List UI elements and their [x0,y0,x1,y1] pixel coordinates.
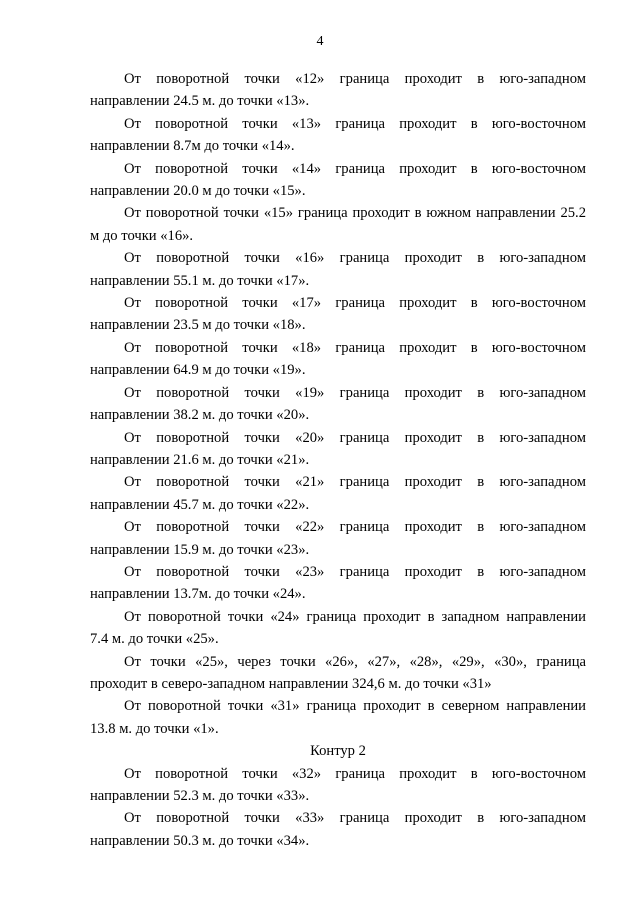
paragraph-line-2: м до точки «16». [90,227,194,244]
paragraph-line-2: направлении 64.9 м до точки «19». [90,362,306,379]
paragraph-line-2: направлении 23.5 м до точки «18». [90,317,306,334]
paragraph-line-1: От поворотной точки «24» граница проходит в западном направлении [124,608,586,625]
paragraph [90,382,586,427]
paragraph-line-1: От поворотной точки «17» граница проходит в юго-восточном [124,295,586,312]
paragraph [90,606,586,651]
paragraph [90,68,586,113]
paragraph-line-2: 13.8 м. до точки «1». [90,720,219,737]
paragraph-line-1: От поворотной точки «21» граница проходит в юго-западном [124,474,586,491]
paragraph-line-1: От поворотной точки «13» граница проходит в юго-восточном [124,115,586,132]
paragraph [90,695,586,740]
paragraph-line-2: направлении 45.7 м. до точки «22». [90,496,310,513]
paragraph-line-1: От поворотной точки «12» граница проходит в юго-западном [124,71,586,87]
paragraph [90,247,586,292]
paragraph-line-2: направлении 21.6 м. до точки «21». [90,451,310,468]
paragraph-line-1: От поворотной точки «18» граница проходит в юго-восточном [124,339,586,356]
paragraph [90,158,586,203]
paragraph-line-1: От точки «25», через точки «26», «27», «28», «29», «30», граница [124,653,586,670]
paragraph-line-1: От поворотной точки «32» граница проходит в юго-восточном [124,765,586,782]
paragraph [90,763,586,808]
paragraph-line-1: От поворотной точки «16» граница проходит в юго-западном [124,250,586,267]
page-number: 4 [316,34,324,49]
paragraph [90,807,586,852]
paragraph-line-2: направлении 55.1 м. до точки «17». [90,272,310,289]
paragraph-line-1: От поворотной точки «33» граница проходит в юго-западном [124,810,586,827]
paragraph [90,516,586,561]
document-body [90,68,586,852]
paragraph-line-2: направлении 52.3 м. до точки «33». [90,788,310,804]
paragraph-line-1: От поворотной точки «19» граница проходит в юго-западном [124,384,586,401]
paragraph [90,113,586,158]
paragraph [90,651,586,696]
paragraph [90,292,586,337]
paragraph-line-1: От поворотной точки «23» граница проходит в юго-западном [124,563,586,580]
paragraph [90,337,586,382]
paragraph-line-2: направлении 8.7м до точки «14». [90,138,295,155]
section-heading: Контур 2 [310,743,366,760]
paragraph-line-2: направлении 15.9 м. до точки «23». [90,541,310,558]
paragraph [90,202,586,247]
paragraph-line-1: От поворотной точки «15» граница проходит в южном направлении 25.2 [124,205,586,222]
paragraph-line-1: От поворотной точки «22» граница проходит в юго-западном [124,519,586,536]
paragraph-line-1: От поворотной точки «31» граница проходит в северном направлении [124,698,586,715]
paragraph-line-2: направлении 24.5 м. до точки «13». [90,93,310,110]
paragraph-line-1: От поворотной точки «20» граница проходит в юго-западном [124,429,586,446]
paragraph-line-2: 7.4 м. до точки «25». [90,631,219,648]
paragraph-line-2: направлении 13.7м. до точки «24». [90,586,306,603]
paragraph [90,427,586,472]
paragraph-line-2: направлении 20.0 м до точки «15». [90,183,306,200]
paragraph-line-2: направлении 38.2 м. до точки «20». [90,407,310,424]
paragraph-line-2: проходит в северо-западном направлении 324,6 м. до точки «31» [90,675,492,692]
paragraph [90,561,586,606]
paragraph-line-1: От поворотной точки «14» граница проходит в юго-восточном [124,160,586,177]
paragraph-line-2: направлении 50.3 м. до точки «34». [90,832,310,849]
paragraph [90,471,586,516]
